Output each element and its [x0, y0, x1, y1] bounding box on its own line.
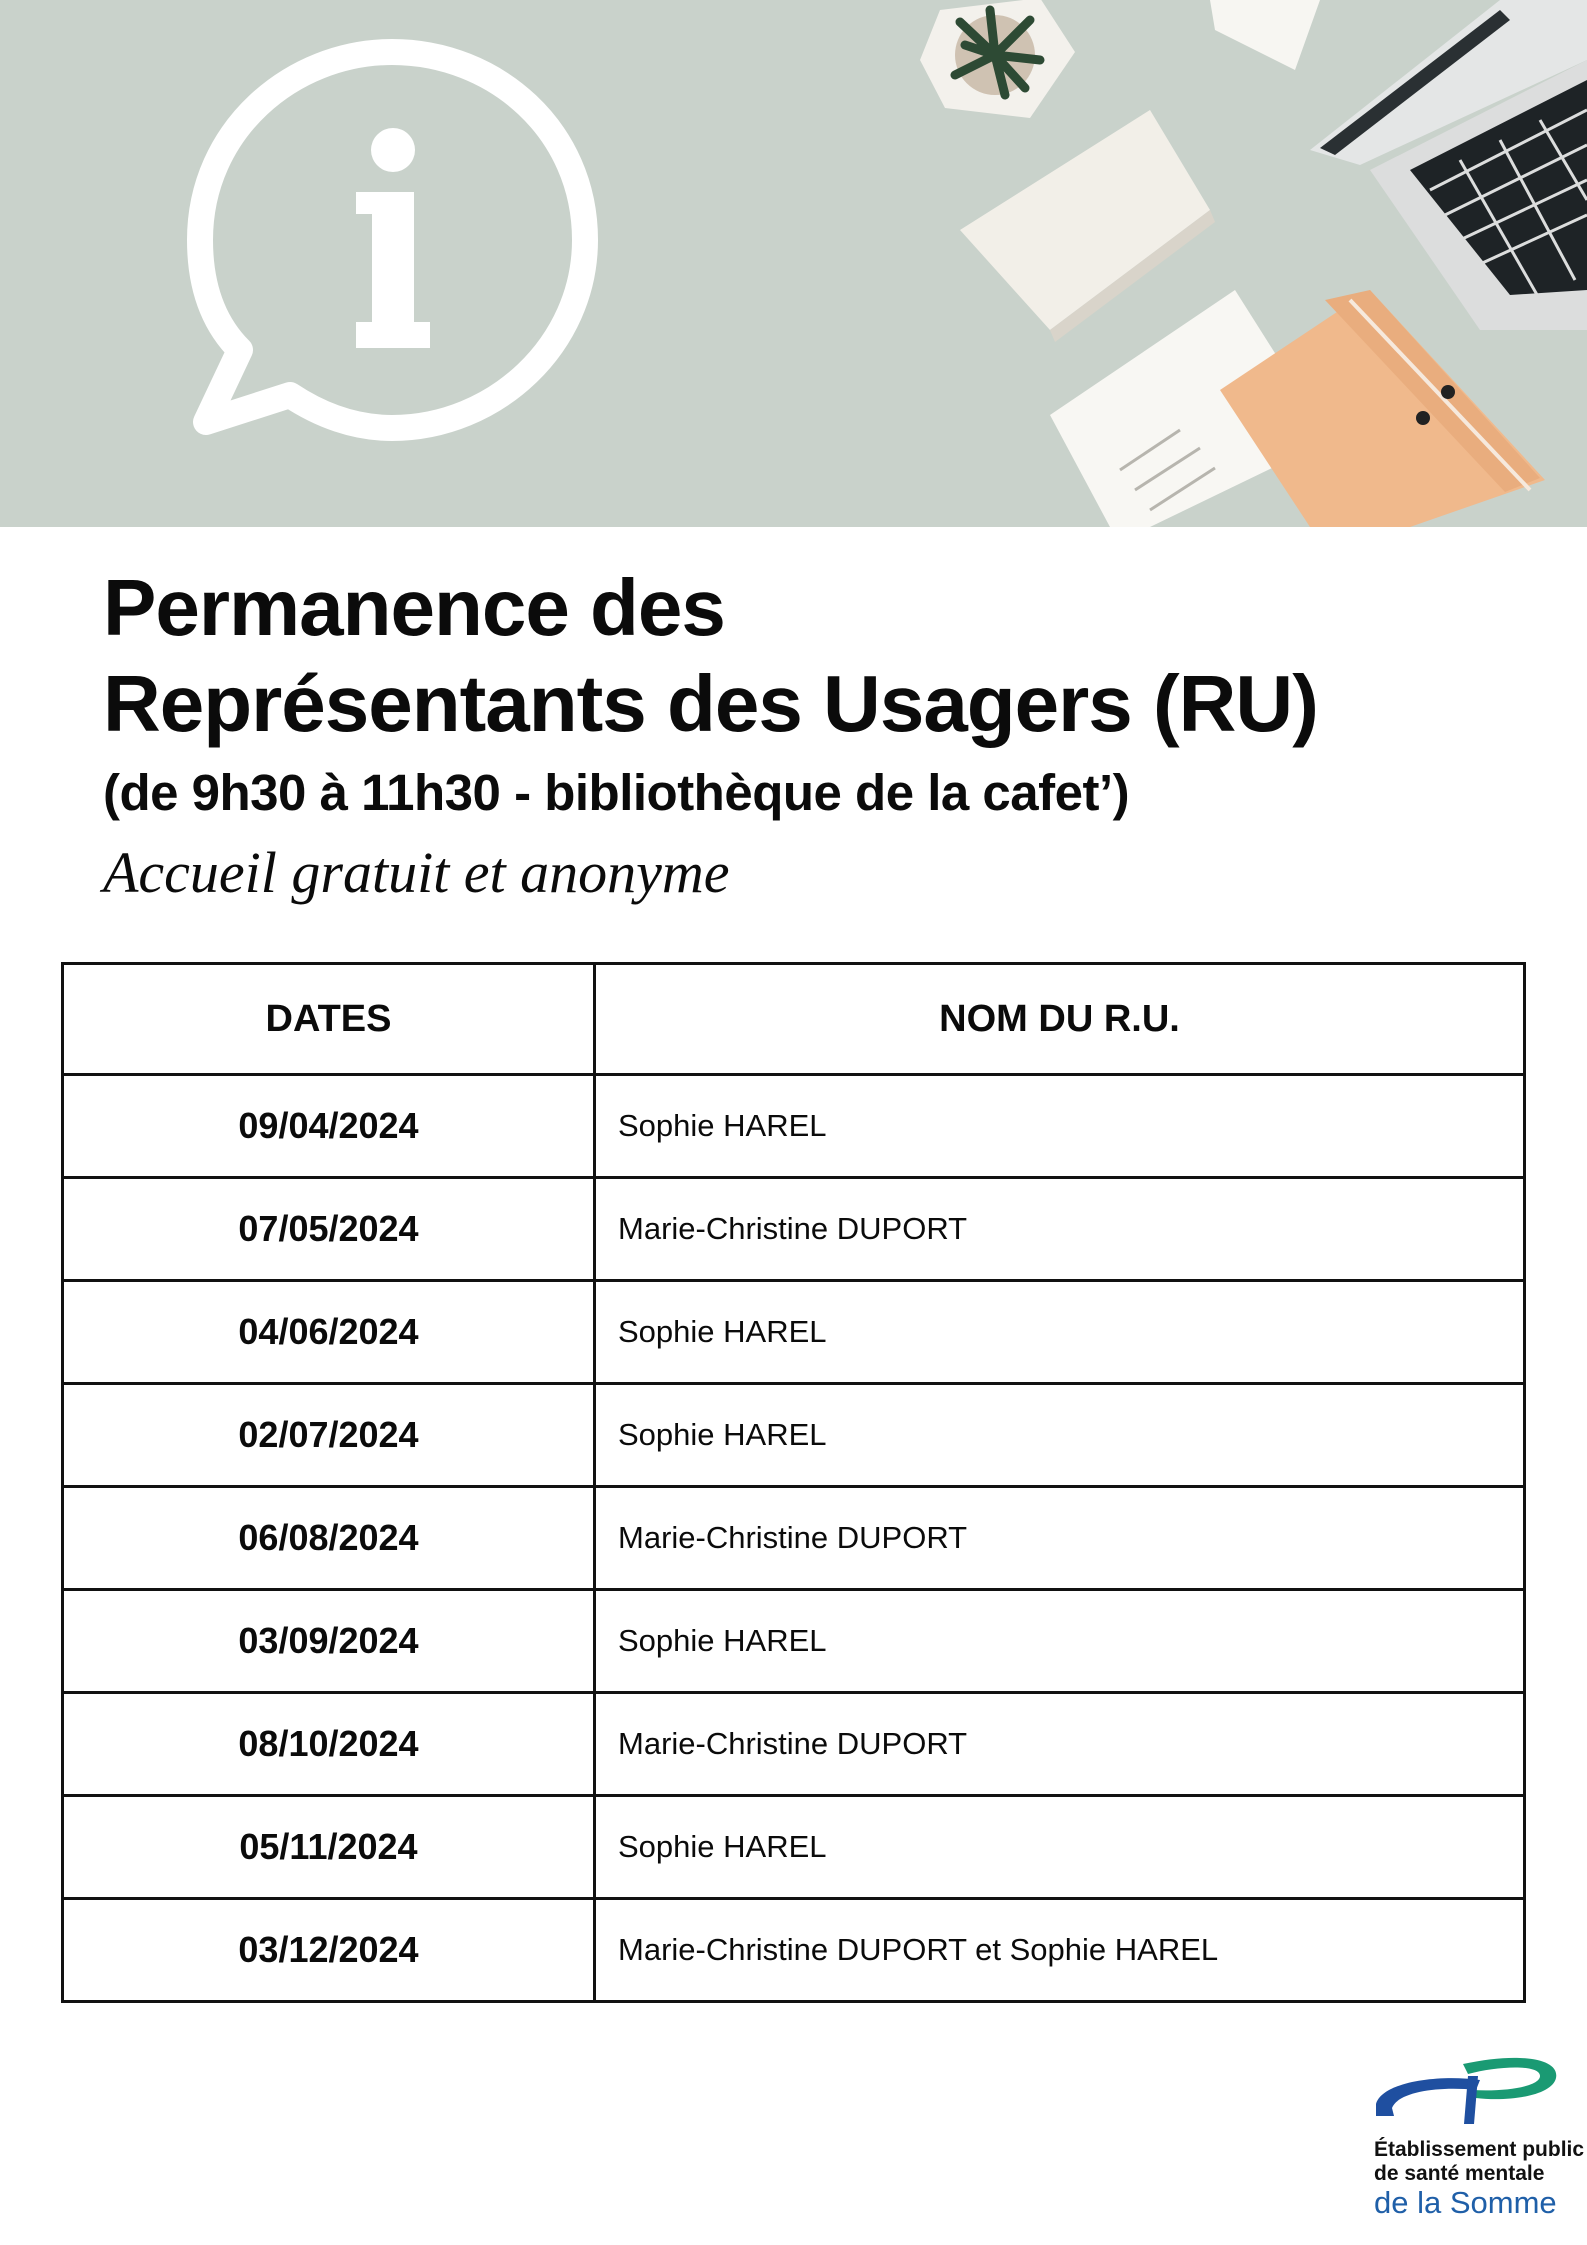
- date-cell: 08/10/2024: [63, 1693, 595, 1796]
- column-header-dates: DATES: [63, 964, 595, 1075]
- date-cell: 07/05/2024: [63, 1178, 595, 1281]
- table-row: [63, 1590, 1525, 1693]
- table-row: [63, 1899, 1525, 2002]
- page-title: [103, 560, 1318, 752]
- date-cell: 02/07/2024: [63, 1384, 595, 1487]
- name-cell: Marie-Christine DUPORT: [595, 1693, 1525, 1796]
- logo-line-1: Établissement public: [1374, 2138, 1585, 2161]
- notebook: [960, 110, 1215, 342]
- table-row: [63, 1693, 1525, 1796]
- table-row: [63, 1796, 1525, 1899]
- name-cell: Sophie HAREL: [595, 1075, 1525, 1178]
- title-line-2: Représentants des Usagers (RU): [103, 659, 1318, 748]
- info-speech-bubble-icon: [200, 52, 585, 428]
- laptop: [1310, 0, 1587, 330]
- date-cell: 03/09/2024: [63, 1590, 595, 1693]
- logo-text: [1374, 2138, 1584, 2220]
- table-row: [63, 1075, 1525, 1178]
- name-cell: Sophie HAREL: [595, 1281, 1525, 1384]
- title-line-1: Permanence des: [103, 563, 725, 652]
- cactus-pot: [920, 0, 1075, 118]
- date-cell: 09/04/2024: [63, 1075, 595, 1178]
- schedule-table: [61, 962, 1526, 2003]
- desk-workspace-photo: [0, 0, 1587, 527]
- name-cell: Sophie HAREL: [595, 1796, 1525, 1899]
- tagline: Accueil gratuit et anonyme: [103, 840, 730, 905]
- table-row: [63, 1178, 1525, 1281]
- name-cell: Marie-Christine DUPORT: [595, 1487, 1525, 1590]
- page-subtitle: (de 9h30 à 11h30 - bibliothèque de la cafet’): [103, 764, 1130, 821]
- name-cell: Marie-Christine DUPORT et Sophie HAREL: [595, 1899, 1525, 2002]
- table-header-row: [63, 964, 1525, 1075]
- table-row: [63, 1281, 1525, 1384]
- date-cell: 05/11/2024: [63, 1796, 595, 1899]
- header-banner: [0, 0, 1587, 527]
- logo-line-2: de santé mentale: [1374, 2162, 1545, 2185]
- name-cell: Sophie HAREL: [595, 1590, 1525, 1693]
- table-row: [63, 1487, 1525, 1590]
- date-cell: 06/08/2024: [63, 1487, 595, 1590]
- column-header-name: NOM DU R.U.: [595, 964, 1525, 1075]
- name-cell: Sophie HAREL: [595, 1384, 1525, 1487]
- name-cell: Marie-Christine DUPORT: [595, 1178, 1525, 1281]
- logo-line-3: de la Somme: [1374, 2185, 1557, 2220]
- date-cell: 04/06/2024: [63, 1281, 595, 1384]
- date-cell: 03/12/2024: [63, 1899, 595, 2002]
- table-row: [63, 1384, 1525, 1487]
